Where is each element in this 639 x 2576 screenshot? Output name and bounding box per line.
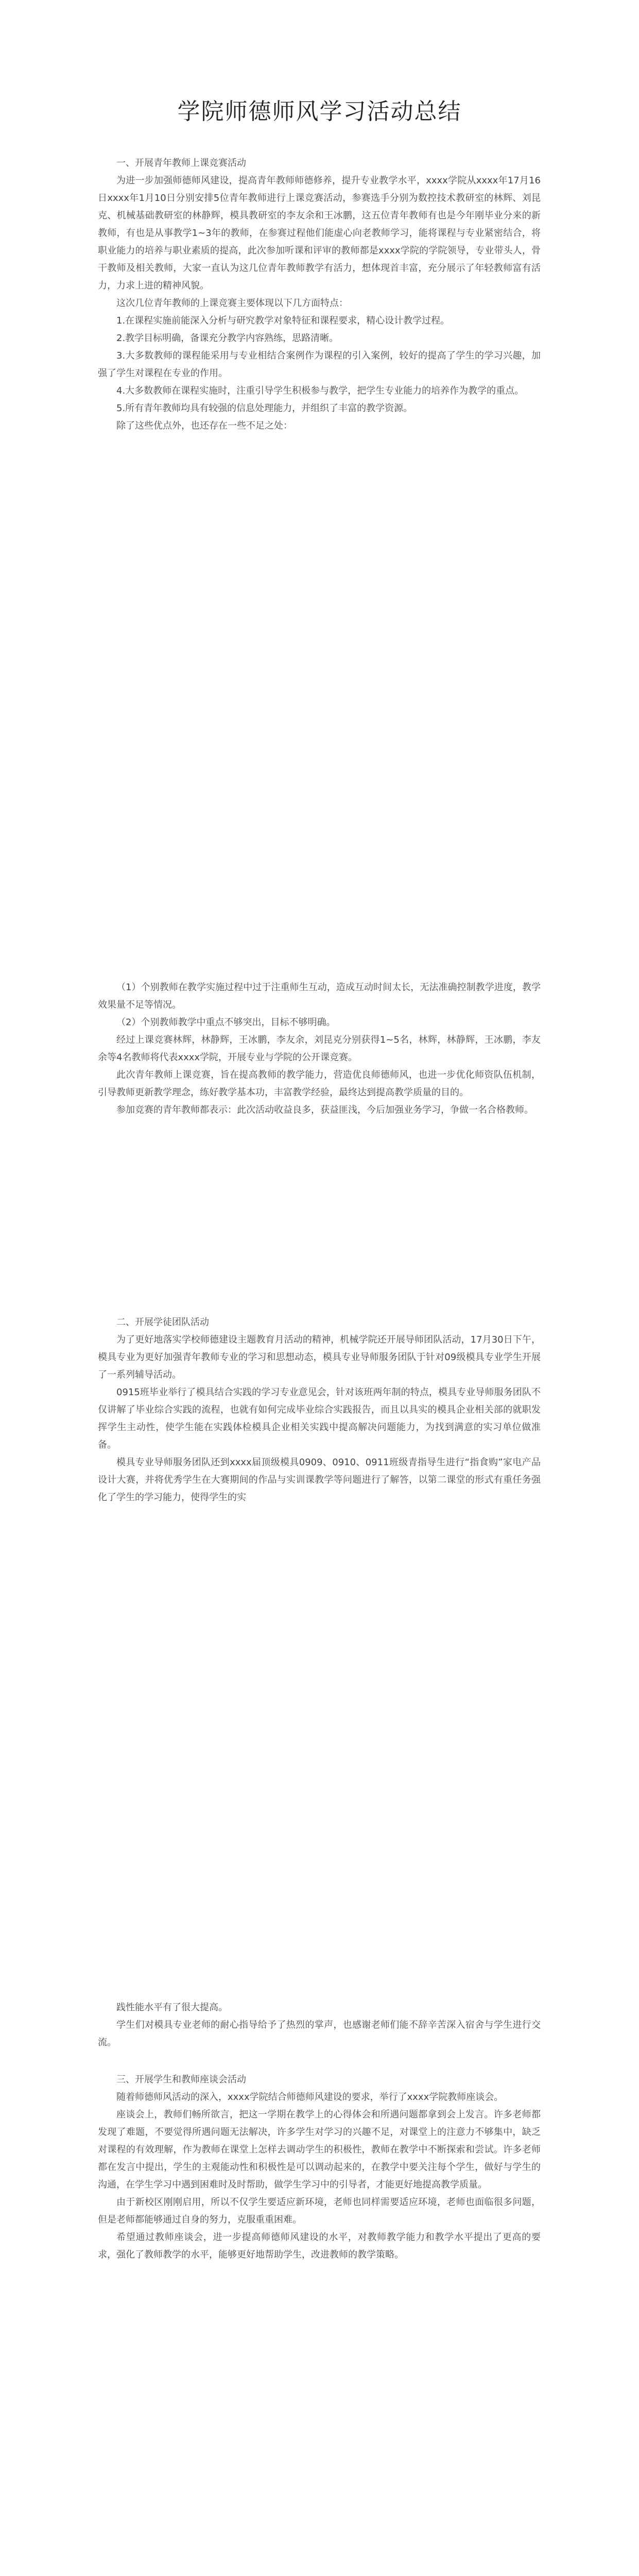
paragraph: 2.教学目标明确，备课充分教学内容熟练，思路清晰。 — [116, 333, 339, 344]
section-2 — [98, 1314, 541, 1506]
paragraph: 0915班毕业举行了模具结合实践的学习专业意见会，针对该班两年制的特点，模具专业导师服务团队不仅讲解了毕业综合实践的流程，也就有如何完成毕业综合实践报告，而且以具实的模具企业相关部的就职发挥学生主动性，使学生能在实践体检模具企业相关实践中提高解决问题能力，为找到满意的实习单位做准备。 — [98, 1387, 541, 1450]
paragraph: 此次青年教师上课竞赛，旨在提高教师的教学能力，营造优良师德师风，也进一步优化师资队伍机制，引导教师更新教学理念，练好教学基本功，丰富教学经验，最终达到提高教学质量的目的。 — [98, 1070, 541, 1098]
section-3 — [98, 2071, 541, 2264]
paragraph: 这次几位青年教师的上课竞赛主要体现以下几方面特点： — [116, 298, 348, 309]
section-2-continued — [98, 1999, 541, 2052]
paragraph: 座谈会上，教师们畅所欲言，把这一学期在教学上的心得体会和所遇问题都拿到会上发言。许多老师都发现了难题，不要觉得所遇问题无法解决，许多学生对学习的兴趣不足，对课堂上的注意力不够集中，缺乏对课程的有效理解，作为教师在课堂上怎样去调动学生的积极性，教师在教学中不断探索和尝试。许多老师都在发言中提出，学生的主观能动性和积极性是可以调动起来的，在教学中要关注每个学生，做好与学生的沟通，在学生学习中遇到困难时及时帮助，做学生学习中的引导者，才能更好地提高教学质量。 — [98, 2109, 541, 2190]
paragraph: 希望通过教师座谈会，进一步提高师德师风建设的水平，对教师教学能力和教学水平提出了更高的要求，强化了教师教学的水平，能够更好地帮助学生，改进教师的教学策略。 — [98, 2232, 541, 2260]
paragraph: 参加竞赛的青年教师都表示：此次活动收益良多，获益匪浅，今后加强业务学习，争做一名合格教师。 — [116, 1105, 533, 1115]
paragraph: 随着师德师风活动的深入，xxxx学院结合师德师风建设的要求，举行了xxxx学院教师座谈会。 — [116, 2092, 504, 2103]
paragraph: （1）个别教师在教学实施过程中过于注重师生互动，造成互动时间太长，无法准确控制教学进度，教学效果量不足等情况。 — [98, 982, 541, 1010]
paragraph: 3.大多数教师的课程能采用与专业相结合案例作为课程的引入案例，较好的提高了学生的学习兴趣，加强了学生对课程在专业的作用。 — [98, 350, 541, 379]
paragraph: 除了这些优点外，也还存在一些不足之处： — [116, 420, 292, 431]
paragraph: 为进一步加强师德师风建设，提高青年教师师德修养，提升专业教学水平，xxxx学院从xxxx年17月16日xxxx年1月10日分别安排5位青年教师进行上课竞赛活动，参赛选手分别为数控技术教研室的林辉、刘昆克、机械基础教研室的林静辉，模具教研室的李友余和王冰鹏，这五位青年教师有也是今年刚毕业分来的新教师，有也是从事教学1~3年的教师，在参赛过程他们能虚心向老教师学习，能将课程与专业紧密结合，将职业能力的培养与职业素质的提高，此次参加听课和评审的教师都是xxxx学院的学院领导，专业带头人，骨干教师及相关教师，大家一直认为这几位青年教师教学有活力，想体现首丰富，充分展示了年轻教师富有活力，力求上进的精神风貌。 — [98, 175, 541, 291]
paragraph: 经过上课竞赛林辉，林静辉，王冰鹏，李友余，刘昆克分别获得1~5名，林辉，林静辉，王冰鹏，李友余等4名教师将代表xxxx学院，开展专业与学院的公开课竞赛。 — [98, 1035, 541, 1063]
section-1-continued — [98, 979, 541, 1119]
paragraph: 由于新校区刚刚启用，所以不仅学生要适应新环境，老师也同样需要适应环境，老师也面临很多问题，但是老师都能够通过自身的努力，克服重重困难。 — [98, 2197, 541, 2225]
paragraph: （2）个别教师教学中重点不够突出，目标不够明确。 — [116, 1017, 336, 1028]
paragraph: 4.大多数教师在课程实施时，注重引导学生积极参与教学，把学生专业能力的培养作为教学的重点。 — [116, 385, 524, 396]
page-title: 学院师德师风学习活动总结 — [177, 98, 462, 125]
paragraph: 5.所有青年教师均具有较强的信息处理能力，并组织了丰富的教学资源。 — [116, 403, 413, 414]
section-3-heading: 三、开展学生和教师座谈会活动 — [116, 2074, 246, 2085]
section-1 — [98, 155, 541, 435]
paragraph: 学生们对模具专业老师的耐心指导给予了热烈的掌声，也感谢老师们能不辞辛苦深入宿舍与学生进行交流。 — [98, 2020, 541, 2048]
section-2-heading: 二、开展学徒团队活动 — [116, 1317, 209, 1328]
paragraph: 1.在课程实施前能深入分析与研究教学对象特征和课程要求，精心设计教学过程。 — [116, 315, 450, 326]
paragraph: 为了更好地落实学校师德建设主题教育月活动的精神，机械学院还开展导师团队活动，17月30日下午，模具专业为更好加强青年教师专业的学习和思想动态，模具专业导师服务团队于针对09级模具专业学生开展了一系列辅导活动。 — [98, 1334, 541, 1380]
paragraph: 模具专业导师服务团队还到xxxx届顶级模具0909、0910、0911班级青指导生进行“指食购”家电产品设计大赛，并将优秀学生在大赛期间的作品与实训课教学等问题进行了解答，以第二课堂的形式有重任务强化了学生的学习能力，使得学生的实 — [98, 1457, 541, 1503]
paragraph: 践性能水平有了很大提高。 — [116, 2002, 228, 2013]
section-1-heading: 一、开展青年教师上课竞赛活动 — [116, 158, 246, 168]
